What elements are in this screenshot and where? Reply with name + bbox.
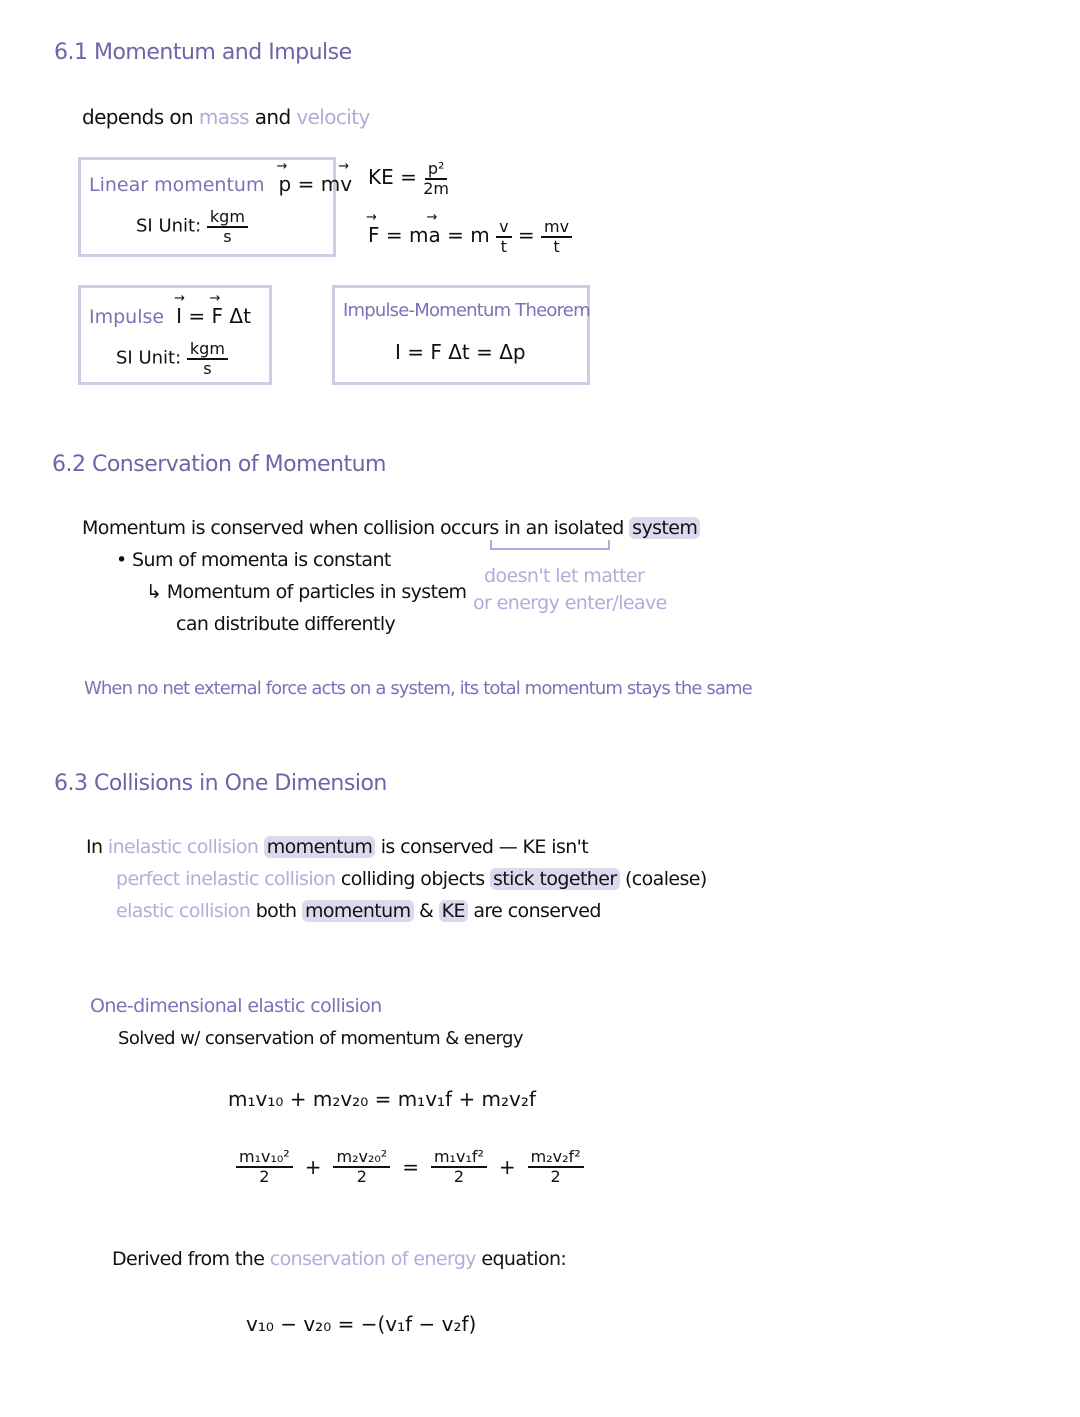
plus: +: [304, 1154, 322, 1179]
num: p²: [425, 160, 448, 180]
highlight: KE: [439, 900, 468, 922]
text: Δt: [223, 304, 251, 328]
fraction: [431, 1148, 487, 1185]
highlight: stick together: [490, 868, 620, 890]
highlight-system: system: [629, 517, 700, 539]
text: In: [86, 836, 108, 858]
label: Impulse: [89, 306, 165, 328]
num: mv: [541, 218, 572, 238]
num: kgm: [207, 208, 248, 228]
fraction: [528, 1148, 584, 1185]
section-title-6-1: 6.1 Momentum and Impulse: [54, 40, 352, 65]
label: SI Unit:: [116, 347, 182, 369]
text: = m: [379, 223, 429, 248]
term-velocity: velocity: [296, 105, 370, 129]
text: =: [517, 223, 542, 248]
den: s: [203, 358, 212, 378]
text: both: [255, 900, 302, 922]
theorem-formula: I = F Δt = Δp: [395, 340, 526, 364]
num: m₂v₂f²: [528, 1148, 584, 1168]
f-vector: → F: [212, 304, 224, 328]
depends-line: [82, 105, 370, 129]
text: depends on: [82, 105, 199, 129]
impulse-momentum-theorem-box: [332, 285, 590, 385]
summary-statement: When no net external force acts on a system, its total momentum stays the same: [84, 678, 752, 699]
term: conservation of energy: [269, 1248, 476, 1270]
fraction: [423, 160, 449, 197]
f-vector: → F: [368, 223, 380, 247]
term: elastic collision: [116, 900, 256, 922]
den: s: [223, 226, 232, 246]
den: 2m: [423, 178, 449, 198]
highlight: momentum: [264, 836, 376, 858]
label: SI Unit:: [136, 215, 202, 237]
text: are conserved: [467, 900, 601, 922]
section-title-6-2: 6.2 Conservation of Momentum: [52, 452, 386, 477]
section-title-6-3: 6.3 Collisions in One Dimension: [54, 771, 387, 796]
brace-annotation: [490, 540, 610, 550]
subsection-title: One-dimensional elastic collision: [90, 995, 382, 1017]
num: m₁v₁f²: [431, 1148, 487, 1168]
i-vector: → I: [176, 304, 182, 328]
text: KE =: [368, 165, 417, 190]
velocity-equation: v₁₀ − v₂₀ = −(v₁f − v₂f): [246, 1312, 477, 1336]
den: 2: [259, 1166, 270, 1186]
momentum-equation: m₁v₁₀ + m₂v₂₀ = m₁v₁f + m₂v₂f: [228, 1087, 536, 1111]
text: colliding objects: [340, 868, 490, 890]
side-note: doesn't let matter: [484, 565, 645, 587]
solved-note: Solved w/ conservation of momentum & energy: [118, 1028, 523, 1049]
text: (coalese): [619, 868, 707, 890]
den: t: [500, 236, 507, 256]
fraction: [187, 340, 228, 377]
term-mass: mass: [198, 105, 250, 129]
text: =: [182, 304, 212, 328]
text: = m: [291, 172, 341, 196]
derived-line: [112, 1248, 566, 1270]
si-unit-line: [136, 208, 248, 245]
den: 2: [550, 1166, 561, 1186]
si-unit-line: [116, 340, 228, 377]
highlight: momentum: [302, 900, 414, 922]
newton-formula: [368, 218, 572, 255]
text: Derived from the: [112, 1248, 270, 1270]
conservation-line: [82, 517, 700, 539]
text: and: [249, 105, 297, 129]
a-vector: → a: [428, 223, 440, 247]
text: = m: [440, 223, 490, 248]
label: Impulse-Momentum Theorem: [343, 300, 590, 321]
bullet-sum-momenta: • Sum of momenta is constant: [116, 549, 391, 571]
term: inelastic collision: [107, 836, 264, 858]
fraction: [541, 218, 572, 255]
text: equation:: [475, 1248, 567, 1270]
energy-equation: [236, 1148, 584, 1185]
fraction: [496, 218, 511, 255]
text: is conserved — KE isn't: [375, 836, 589, 858]
v-vector: → v: [340, 172, 352, 196]
arrow-note-cont: can distribute differently: [176, 613, 396, 635]
impulse-line: [89, 304, 251, 328]
arrow-note: ↳ Momentum of particles in system: [146, 581, 467, 603]
impulse-box: [78, 285, 272, 385]
den: 2: [356, 1166, 367, 1186]
ke-formula: [368, 160, 449, 197]
fraction: [333, 1148, 390, 1185]
label: Linear momentum: [89, 174, 265, 196]
inelastic-line: [86, 836, 588, 858]
text: Momentum is conserved when collision occurs in an isolated: [82, 517, 630, 539]
fraction: [207, 208, 248, 245]
num: m₂v₂₀²: [333, 1148, 390, 1168]
den: 2: [453, 1166, 465, 1186]
den: t: [553, 236, 560, 256]
linear-momentum-box: [78, 157, 353, 257]
fraction: [236, 1148, 293, 1185]
plus: +: [498, 1154, 516, 1179]
num: m₁v₁₀²: [236, 1148, 293, 1168]
perfect-inelastic-line: [116, 868, 707, 890]
text: &: [413, 900, 439, 922]
p-vector: → p: [279, 172, 292, 196]
term: perfect inelastic collision: [116, 868, 341, 890]
equals: =: [402, 1154, 419, 1179]
num: kgm: [187, 340, 228, 360]
linear-momentum-line: [89, 172, 352, 196]
side-note: or energy enter/leave: [473, 592, 667, 614]
num: v: [496, 218, 511, 238]
elastic-line: [116, 900, 601, 922]
